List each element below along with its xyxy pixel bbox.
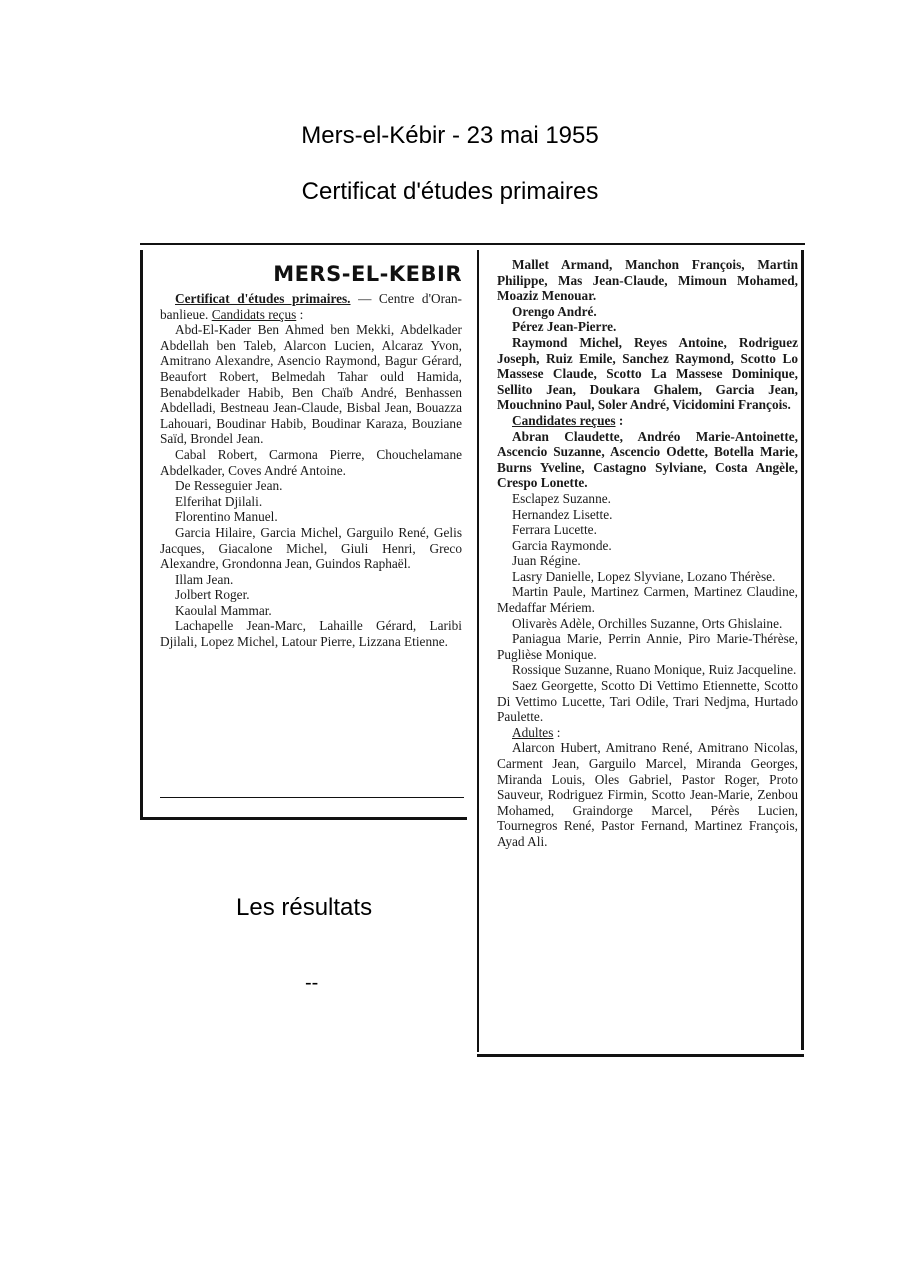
dash-caption: --: [305, 972, 319, 994]
list-paragraph: Hernandez Lisette.: [512, 506, 613, 522]
page-subtitle: Certificat d'études primaires: [301, 178, 599, 205]
list-paragraph: Esclapez Suzanne.: [512, 490, 611, 506]
boys-label: Candidats reçus: [211, 306, 297, 322]
list-paragraph: De Resseguier Jean.: [175, 478, 283, 494]
girls-heading: [497, 413, 798, 429]
list-paragraph: Abd-El-Kader Ben Ahmed ben Mekki, Abdelkader Abdellah ben Taleb, Alarcon Lucien, Alcaraz Yvon, Amitrano Alexandre, Asencio Raymond, Bagur Gérard, Beaufort Robert, Belmedah Tahar ould Hamida, Benabdelkader Habib, Ben Chaïb André, Benhassen Abdelladi, Bestneau Jean-Claude, Bisbal Jean, Bouazza Lahouari, Boudinar Habib, Boudinar Karaza, Bouziane Saïd, Brondel Jean.: [160, 322, 462, 447]
list-paragraph: Florentino Manuel.: [175, 509, 278, 525]
masthead: MERS-EL-KEBIR: [273, 262, 462, 286]
right-bottom-rule: [477, 1054, 804, 1057]
left-column: [160, 262, 462, 650]
list-paragraph: Lasry Danielle, Lopez Slyviane, Lozano Thérèse.: [512, 568, 776, 584]
list-paragraph: Garcia Hilaire, Garcia Michel, Garguilo René, Gelis Jacques, Giacalone Michel, Giuli Henri, Greco Alexandre, Grondonna Jean, Guindos Raphaël.: [160, 524, 462, 572]
list-paragraph: Rossique Suzanne, Ruano Monique, Ruiz Jacqueline.: [512, 662, 797, 678]
list-paragraph: Cabal Robert, Carmona Pierre, Chouchelamane Abdelkader, Coves André Antoine.: [160, 446, 462, 478]
list-paragraph: Orengo André.: [512, 303, 597, 319]
list-paragraph: Ferrara Lucette.: [512, 522, 597, 538]
adults-label: Adultes: [512, 724, 554, 740]
boys-colon: :: [296, 306, 304, 322]
adults-heading: [497, 725, 798, 741]
list-paragraph: Alarcon Hubert, Amitrano René, Amitrano Nicolas, Carment Jean, Garguilo Marcel, Miranda Georges, Miranda Louis, Oles Gabriel, Pastor Roger, Proto Sauveur, Rodriguez Firmin, Scotto Jean-Marie, Zenbou Mohamed, Graindorge Marcel, Pérès Lucien, Tournegros René, Pastor Fernand, Martinez François, Ayad Ali.: [497, 740, 798, 849]
list-paragraph: Abran Claudette, Andréo Marie-Antoinette, Ascencio Suzanne, Ascencio Odette, Botella Marie, Burns Yveline, Castagno Sylviane, Costa Angèle, Crespo Lonette.: [497, 428, 798, 491]
list-paragraph: Elferihat Djilali.: [175, 493, 263, 509]
list-paragraph: Martin Paule, Martinez Carmen, Martinez Claudine, Medaffar Mériem.: [497, 584, 798, 616]
list-paragraph: Saez Georgette, Scotto Di Vettimo Etiennette, Scotto Di Vettimo Lucette, Tari Odile, Trari Nedjma, Hurtado Paulette.: [497, 678, 798, 725]
left-inner-bottom-rule: [160, 797, 464, 798]
list-paragraph: Illam Jean.: [175, 571, 234, 587]
right-frame-rule: [801, 250, 804, 1050]
list-paragraph: Paniagua Marie, Perrin Annie, Piro Marie-Thérèse, Puglièse Monique.: [497, 631, 798, 662]
list-paragraph: Kaoulal Mammar.: [175, 602, 272, 618]
list-paragraph: Pérez Jean-Pierre.: [512, 319, 617, 335]
page-title: Mers-el-Kébir - 23 mai 1955: [301, 122, 599, 149]
column-divider: [477, 250, 479, 1052]
left-frame-rule: [140, 250, 143, 818]
girls-label: Candidates reçues: [512, 412, 616, 428]
top-rule: [140, 243, 805, 245]
girls-colon: :: [615, 412, 624, 428]
list-paragraph: Garcia Raymonde.: [512, 537, 612, 553]
list-paragraph: Mallet Armand, Manchon François, Martin Philippe, Mas Jean-Claude, Mimoun Mohamed, Moaziz Menouar.: [497, 257, 798, 304]
intro-title: Certificat d'études primaires.: [175, 291, 351, 306]
list-paragraph: Jolbert Roger.: [175, 587, 250, 603]
adults-colon: :: [553, 724, 561, 740]
list-paragraph: Lachapelle Jean-Marc, Lahaille Gérard, Laribi Djilali, Lopez Michel, Latour Pierre, Lizzana Etienne.: [160, 618, 462, 650]
intro-rest: — Centre d'Oran-banlieue.: [160, 291, 462, 322]
left-bottom-rule: [140, 817, 467, 820]
intro-paragraph: [160, 291, 462, 322]
list-paragraph: Olivarès Adèle, Orchilles Suzanne, Orts Ghislaine.: [512, 615, 783, 631]
right-column: [497, 257, 798, 850]
list-paragraph: Juan Régine.: [512, 553, 581, 569]
list-paragraph: Raymond Michel, Reyes Antoine, Rodriguez Joseph, Ruiz Emile, Sanchez Raymond, Scotto Lo Massese Claude, Scotto La Massese Dominique, Sellito Jean, Doukara Ghalem, Garcia Jean, Mouchnino Paul, Soler André, Vicidomini François.: [497, 334, 798, 413]
results-caption: Les résultats: [236, 894, 373, 921]
